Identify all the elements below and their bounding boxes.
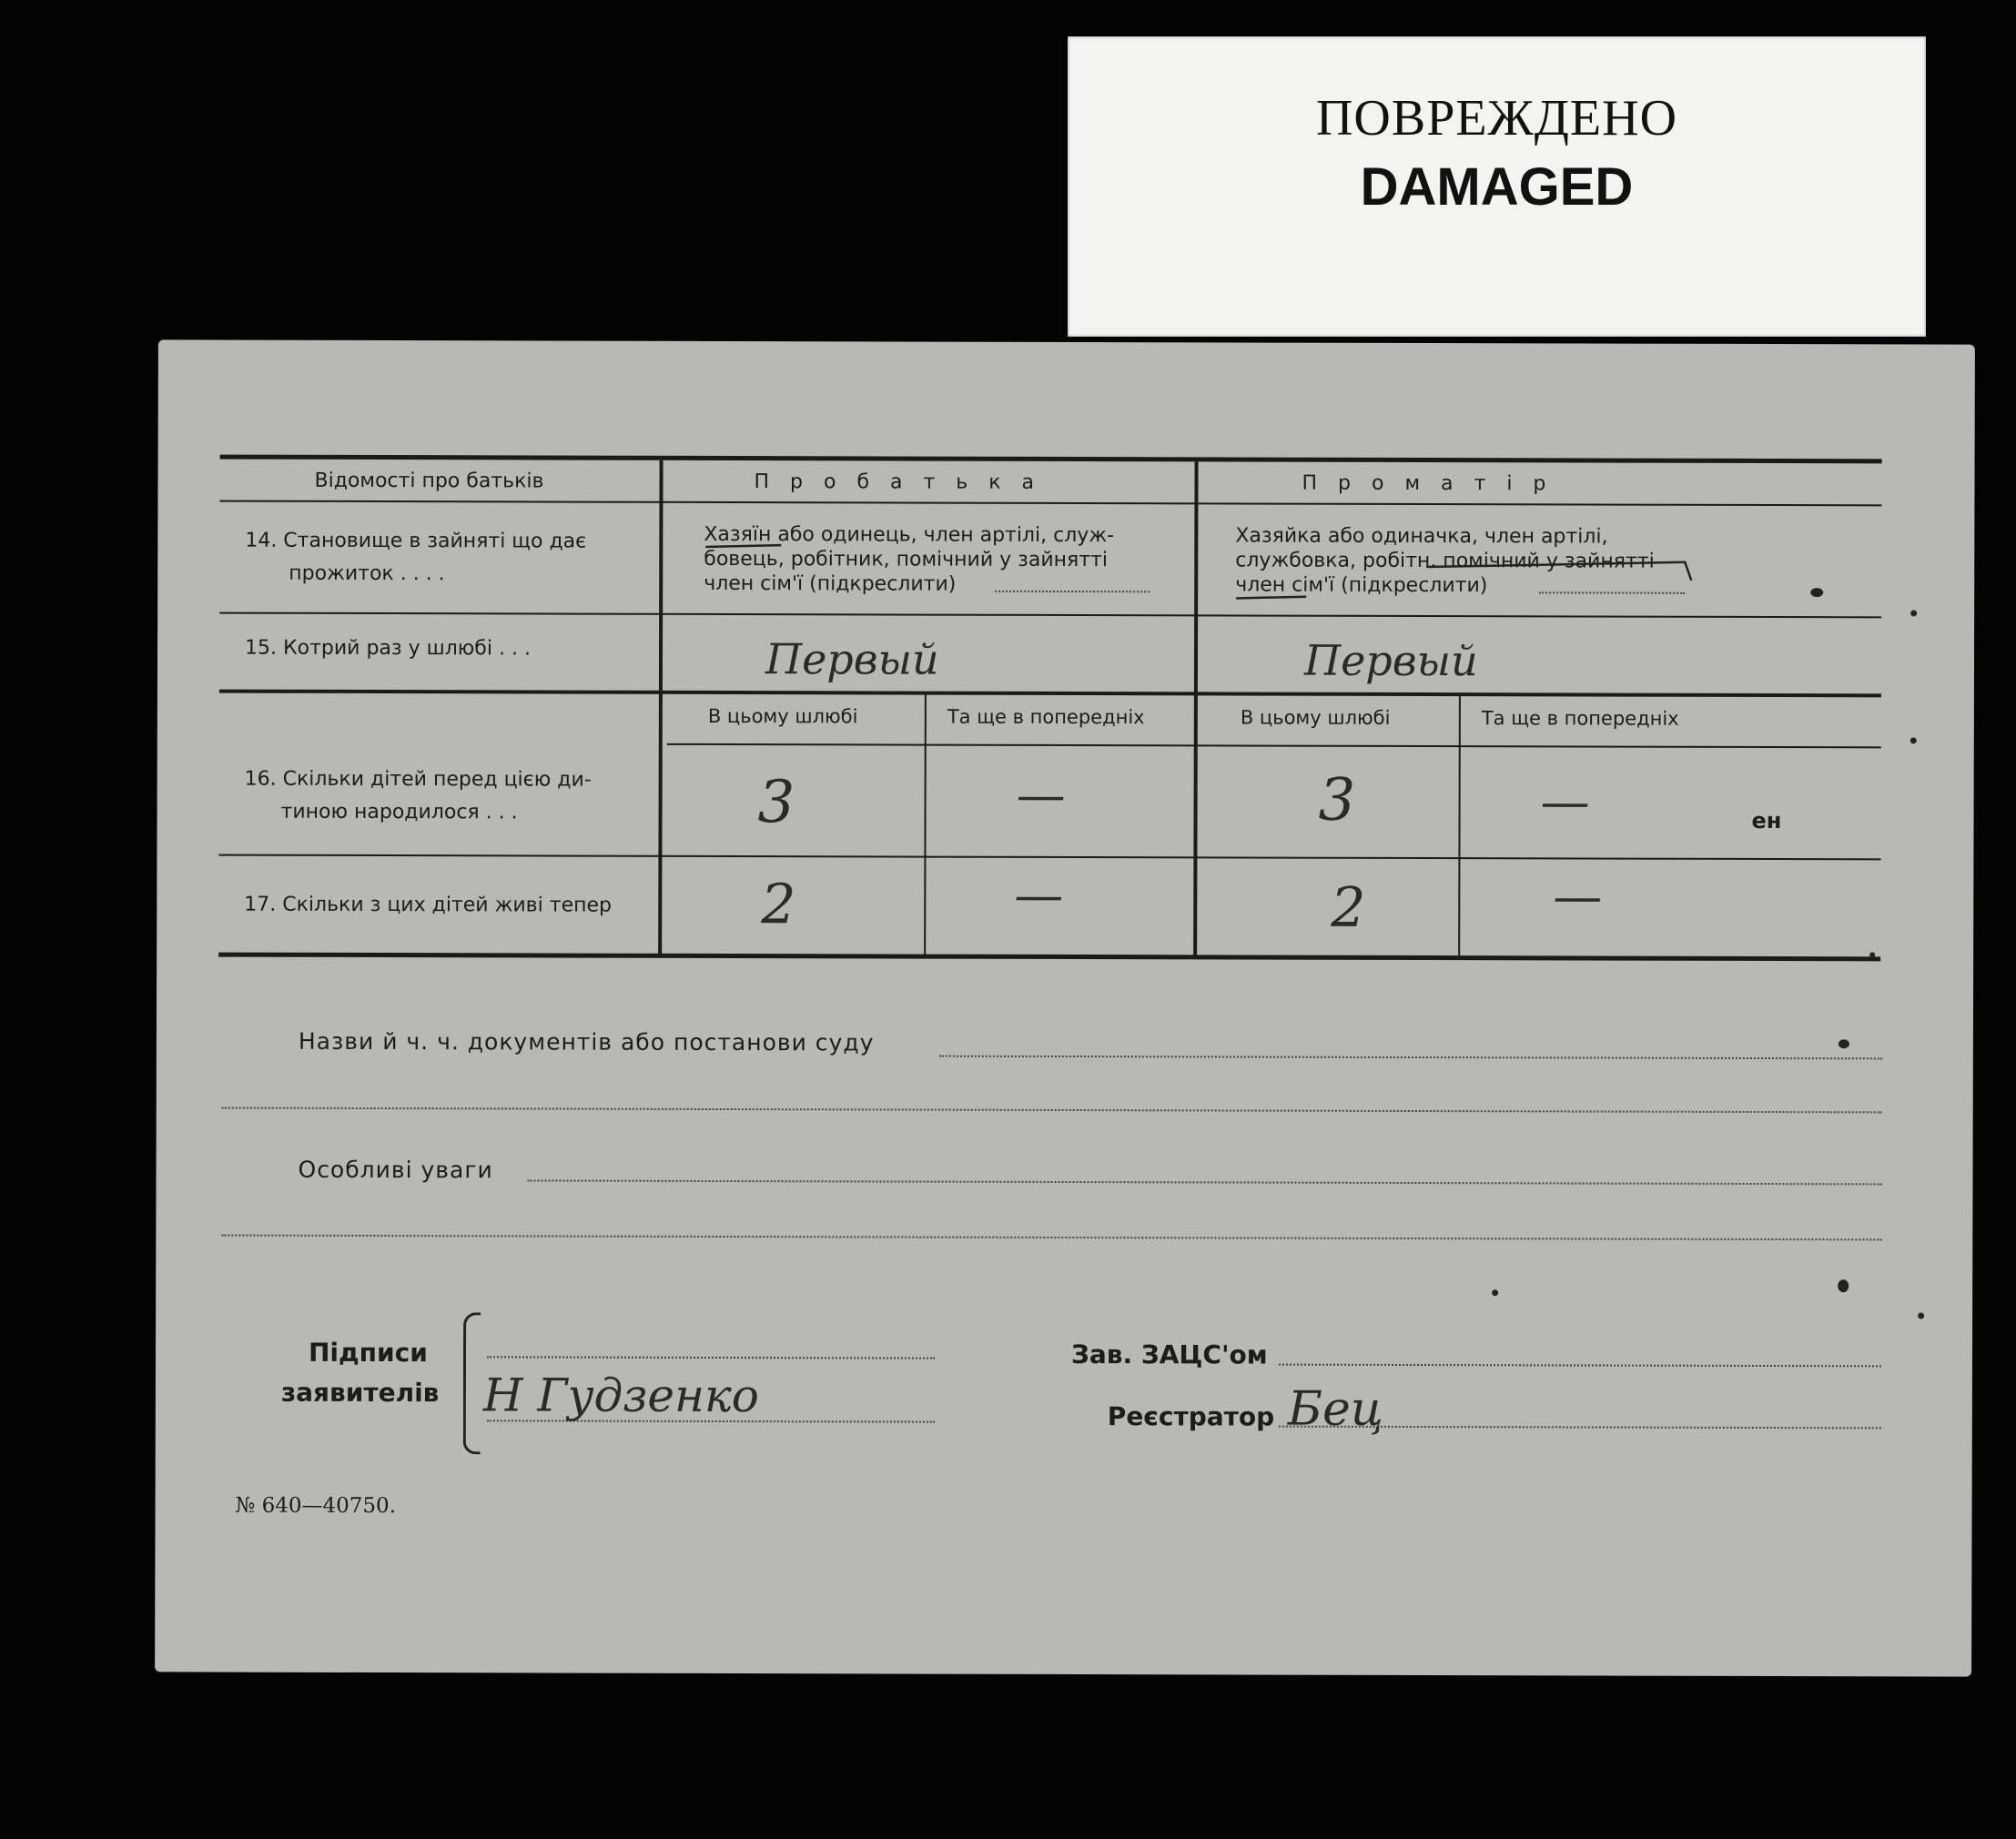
row16-bottom-rule <box>218 854 1880 861</box>
remarks-label: Особливі уваги <box>298 1156 493 1184</box>
col-divider-father-sub <box>924 695 927 957</box>
applicant-signature: Н Гудзенко <box>482 1369 760 1423</box>
subheader-this-marriage-mother: В цьому шлюбі <box>1240 706 1391 729</box>
speck <box>1918 1312 1924 1319</box>
row15-mother-value: Первый <box>1303 635 1478 686</box>
signatures-brace <box>463 1312 481 1454</box>
speck <box>1869 952 1875 957</box>
header-info: Відомості про батьків <box>314 469 544 493</box>
row16-label-line2: тиною народилося . . . <box>280 800 518 824</box>
row16-mother-prev: — <box>1540 773 1590 831</box>
signatures-label-line1: Підписи <box>308 1337 428 1369</box>
row16-mother-this: 3 <box>1318 766 1356 834</box>
speck <box>1838 1279 1849 1292</box>
header-mother: П р о м а т і р <box>1302 471 1554 496</box>
margin-fragment: ен <box>1751 807 1782 834</box>
row17-father-this: 2 <box>761 873 796 937</box>
row14-label-line1: 14. Становище в зайняті що дає <box>245 529 587 553</box>
row14-mother-line3: член сім'ї (підкреслити) <box>1235 573 1488 598</box>
zags-head-label: Зав. ЗАЦС'ом <box>1070 1339 1268 1370</box>
documents-dots-2 <box>222 1107 1882 1114</box>
col-divider-mother-sub <box>1458 696 1461 958</box>
row14-mother-line2: службовка, робітн. помічний у зайнятті <box>1235 549 1655 573</box>
speck <box>1492 1289 1498 1296</box>
row17-father-prev: — <box>1014 865 1064 924</box>
row14-father-line1: Хазяїн або одинець, член артілі, служ- <box>704 522 1115 548</box>
row16-label-line1: 16. Скільки дітей перед цією ди- <box>244 767 592 792</box>
row17-mother-this: 2 <box>1331 875 1366 940</box>
speck <box>1839 1039 1849 1048</box>
subheader-bottom-rule <box>667 743 1881 748</box>
row15-bottom-rule <box>219 690 1881 698</box>
record-card <box>155 339 1975 1676</box>
remarks-dots-2 <box>221 1235 1881 1241</box>
row15-father-value: Первый <box>765 634 939 684</box>
damaged-tag <box>1068 36 1926 337</box>
row14-father-line3: член сім'ї (підкреслити) <box>704 571 957 596</box>
signatures-label-line2: заявителів <box>280 1377 440 1409</box>
remarks-dots-1 <box>527 1179 1881 1185</box>
documents-label: Назви й ч. ч. документів або постанови суду <box>298 1027 875 1056</box>
speck <box>1910 737 1917 743</box>
registrar-label: Реєстратор <box>1107 1401 1275 1432</box>
damaged-label-en: DAMAGED <box>1360 157 1634 217</box>
speck <box>1910 610 1917 616</box>
row16-father-this: 3 <box>757 769 795 837</box>
row14-father-line2: бовець, робітник, помічний у зайнятті <box>704 547 1109 572</box>
row14-underline-marks <box>157 339 1888 635</box>
row16-father-prev: — <box>1016 765 1066 824</box>
form-number: № 640—40750. <box>235 1493 397 1519</box>
documents-dots-1 <box>939 1056 1882 1060</box>
subheader-previous-mother: Та ще в попередніх <box>1481 707 1679 730</box>
registrar-signature: Бец <box>1287 1381 1384 1437</box>
damaged-label-ru: ПОВРЕЖДЕНО <box>1315 90 1678 147</box>
row17-label: 17. Скільки з цих дітей живі тепер <box>244 893 613 917</box>
table-bottom-rule <box>218 953 1880 962</box>
row14-label-line2: прожиток . . . . <box>289 561 445 586</box>
speck <box>1810 588 1823 597</box>
row14-mother-line1: Хазяйка або одиначка, член артілі, <box>1235 524 1608 549</box>
signature-dots-1 <box>487 1356 935 1359</box>
row15-label: 15. Котрий раз у шлюбі . . . <box>245 636 532 661</box>
row17-mother-prev: — <box>1553 867 1603 925</box>
header-father: П р о б а т ь к а <box>754 470 1042 494</box>
subheader-this-marriage-father: В цьому шлюбі <box>707 704 858 728</box>
subheader-previous-father: Та ще в попередніх <box>947 705 1145 729</box>
zags-head-dots <box>1279 1364 1881 1368</box>
